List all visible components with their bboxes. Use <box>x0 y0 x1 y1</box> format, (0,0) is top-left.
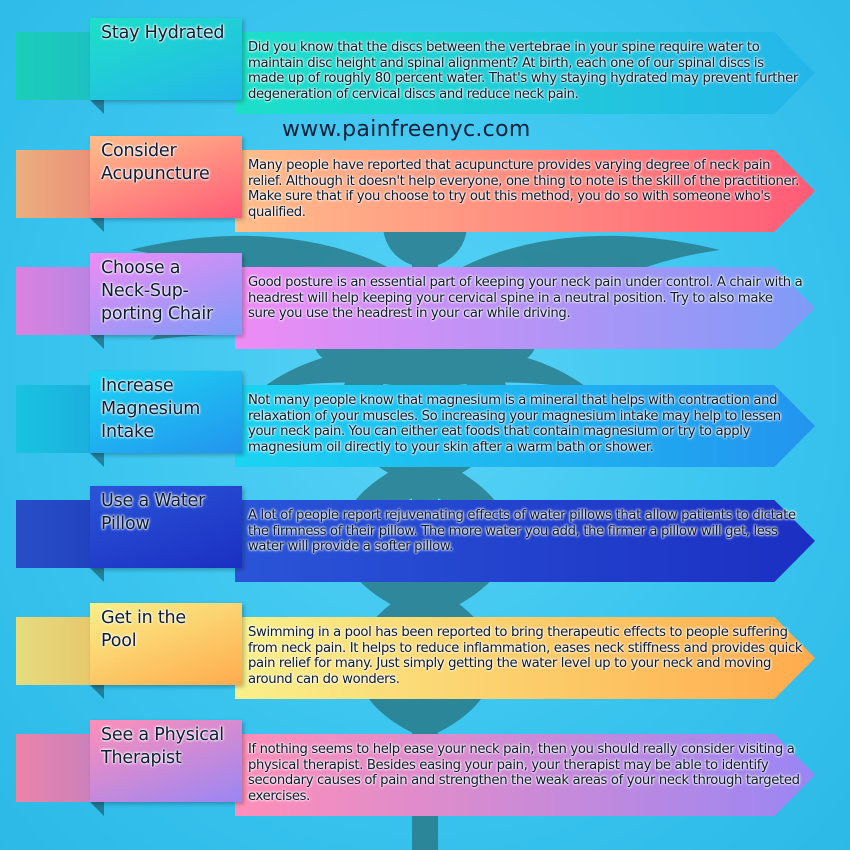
tip-row <box>0 720 850 820</box>
tip-title <box>101 375 241 444</box>
tip-title <box>101 607 241 653</box>
tip-title-line: Pool <box>101 631 137 651</box>
tip-title-line: Use a Water <box>101 491 206 511</box>
ribbon-fold <box>90 100 104 114</box>
tip-row <box>0 486 850 586</box>
ribbon-fold <box>90 335 104 349</box>
tip-title <box>101 140 241 186</box>
ribbon-fold <box>90 685 104 699</box>
tip-description: If nothing seems to help ease your neck pain, then you should really consider visiting a physical therapist. Besides easing your pain, your therapist may be able to identify secondary causes of pain and strengthen the weak areas of your neck through targeted exercises. <box>248 742 800 804</box>
tip-description: Many people have reported that acupuncture provides varying degree of neck pain relief. Although it doesn't help everyone, one thing to note is the skill of the practitioner. Make sure that if you choose to try out this method, you do so with someone who's qualified. <box>248 158 799 220</box>
tip-title <box>101 724 241 770</box>
tip-row <box>0 18 850 118</box>
tip-row <box>0 371 850 471</box>
ribbon-fold <box>90 453 104 467</box>
tip-row <box>0 253 850 353</box>
tip-title <box>101 22 241 45</box>
tip-title-line: See a Physical <box>101 725 224 745</box>
tip-title-line: Get in the <box>101 608 186 628</box>
tip-title-line: Acupuncture <box>101 164 210 184</box>
tip-description: Did you know that the discs between the vertebrae in your spine require water to maintain disc height and spinal alignment? At birth, each one of our spinal discs is made up of roughly 80 percent water. That's why staying hydrated may prevent further degeneration of cervical discs and reduce neck pain. <box>248 40 798 102</box>
tip-title-line: Choose a <box>101 258 181 278</box>
tip-title <box>101 490 241 536</box>
tip-row <box>0 136 850 236</box>
ribbon-fold <box>90 568 104 582</box>
tip-description: A lot of people report rejuvenating effects of water pillows that allow patients to dictate the firmness of their pillow. The more water you add, the firmer a pillow will get, less water will provide a softer pillow. <box>248 508 796 555</box>
tip-description: Good posture is an essential part of keeping your neck pain under control. A chair with a headrest will help keeping your cervical spine in a neutral position. Try to also make sure you use the headrest in your car while driving. <box>248 275 803 322</box>
website-url: www.painfreenyc.com <box>282 117 531 142</box>
tip-title-line: Increase <box>101 376 174 396</box>
ribbon-fold <box>90 802 104 816</box>
ribbon-fold <box>90 218 104 232</box>
tip-description: Not many people know that magnesium is a mineral that helps with contraction and relaxation of your muscles. So increasing your magnesium intake may help to lessen your neck pain. You can either eat foods that contain magnesium or try to apply magnesium oil directly to your skin after a warm bath or shower. <box>248 393 781 455</box>
tip-title-line: Pillow <box>101 514 150 534</box>
tip-title-line: Consider <box>101 141 177 161</box>
tip-title-line: Therapist <box>101 748 182 768</box>
tip-title-line: Stay Hydrated <box>101 23 225 43</box>
tip-title-line: Neck-Sup- <box>101 281 189 301</box>
tip-title-line: Intake <box>101 422 154 442</box>
tip-title <box>101 257 241 326</box>
tip-description: Swimming in a pool has been reported to bring therapeutic effects to people suffering from neck pain. It helps to reduce inflammation, eases neck stiffness and provides quick pain relief for many. Just simply getting the water level up to your neck and moving around can do wonders. <box>248 625 803 687</box>
tip-title-line: porting Chair <box>101 304 213 324</box>
tip-title-line: Magnesium <box>101 399 201 419</box>
tip-row <box>0 603 850 703</box>
